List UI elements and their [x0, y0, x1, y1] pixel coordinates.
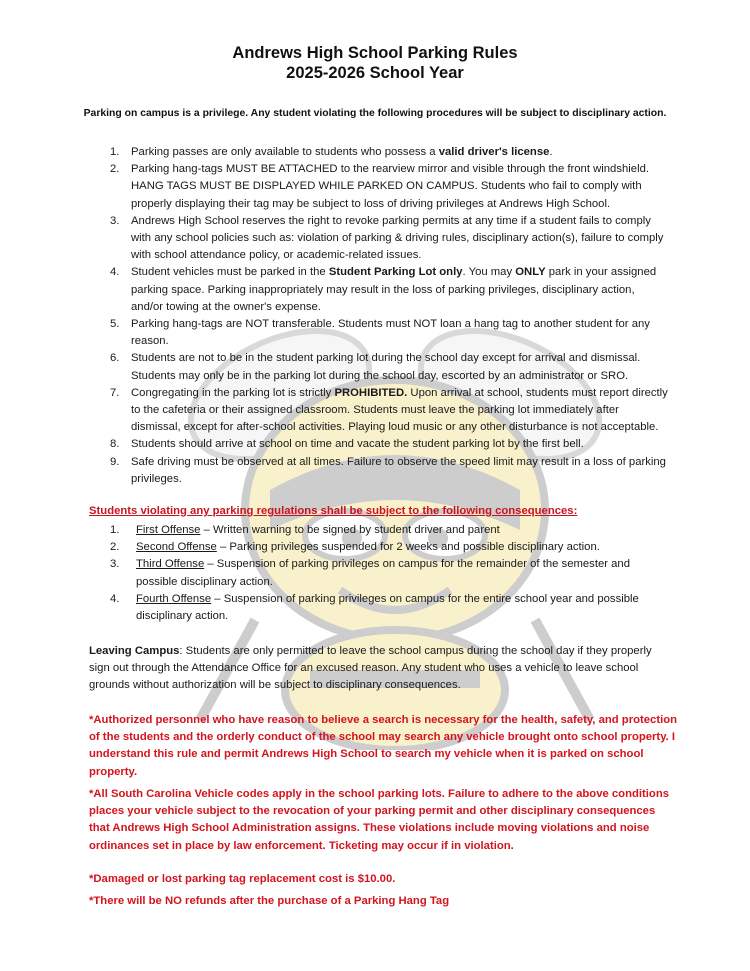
consequence-number: 4. [110, 592, 120, 605]
rule-number: 4. [110, 266, 120, 279]
consequence-item [89, 522, 669, 539]
rule-number: 8. [110, 438, 120, 451]
rule-text: Andrews High School reserves the right to revoke parking permits at any time if a student fails to comply with any school policies such as: violation of parking & driving rules, disciplinary action(s), failure to comply with school attendance policy, or academic-related issues. [131, 214, 664, 262]
rule-text: Upon arrival at school, students must report directly to the cafeteria or their assigned classroom. Students must leave the parking lot immediately after dismissal, except for after-school activities. Playing loud music or any other disturbance is not acceptable. [131, 386, 668, 434]
rule-number: 9. [110, 455, 120, 468]
rule-number: 1. [110, 146, 120, 158]
rule-text: Congregating in the parking lot is strictly [131, 386, 335, 399]
consequence-text: – Suspension of parking privileges on campus for the remainder of the semester and possible disciplinary action. [136, 558, 630, 588]
rule-item [89, 385, 669, 437]
rule-text: Students should arrive at school on time and vacate the student parking lot by the first bell. [131, 438, 584, 451]
rule-item [89, 350, 669, 384]
consequence-number: 2. [110, 541, 120, 554]
rule-item [89, 161, 669, 213]
rule-text: park in your assigned parking space. Parking inappropriately may result in the loss of parking privileges, disciplinary action, and/or towing at the owner's expense. [131, 266, 657, 313]
leaving-campus-paragraph [89, 643, 674, 695]
rule-text: Student vehicles must be parked in the [131, 266, 329, 279]
rule-number: 5. [110, 318, 120, 331]
leaving-campus-label: Leaving Campus [89, 645, 180, 657]
rule-item [89, 316, 669, 350]
rule-item [89, 264, 669, 316]
consequence-text: – Written warning to be signed by student driver and parent [200, 524, 500, 536]
consequences-heading: Students violating any parking regulations shall be subject to the following consequences: [89, 505, 578, 517]
offense-label: First Offense [136, 524, 201, 536]
rules-list [89, 144, 669, 488]
no-refunds-notice: *There will be NO refunds after the purchase of a Parking Hang Tag [89, 895, 450, 907]
rule-emphasis: ONLY [515, 266, 546, 279]
intro-statement: Parking on campus is a privilege. Any student violating the following procedures will be subject to disciplinary action. [83, 108, 667, 119]
rule-number: 2. [110, 163, 120, 176]
offense-label: Fourth Offense [136, 592, 212, 605]
rule-text: Parking passes are only available to students who possess a [131, 146, 439, 158]
consequence-text: – Parking privileges suspended for 2 weeks and possible disciplinary action. [216, 541, 600, 554]
vehicle-codes-notice: *All South Carolina Vehicle codes apply in the school parking lots. Failure to adhere to the above conditions places your vehicle subject to the revocation of your parking permit and other disciplinary consequences that Andrews High School Administration assigns. These violations include moving violations and noise ordinances set in place by law enforcement. Ticketing may occur if in violation. [89, 788, 670, 852]
rule-item [89, 436, 669, 453]
leaving-campus-text: : Students are only permitted to leave the school campus during the school day if they properly sign out through the Attendance Office for an excused reason. Any student who uses a vehicle to leave school grounds without authorization will be subject to disciplinary consequences. [89, 645, 652, 692]
consequence-number: 3. [110, 558, 120, 571]
rule-text: Parking hang-tags are NOT transferable. Students must NOT loan a hang tag to another student for any reason. [131, 318, 650, 348]
rule-text: . You may [462, 266, 516, 279]
consequence-number: 1. [110, 524, 120, 536]
rule-number: 3. [110, 214, 120, 227]
rule-item [89, 213, 669, 265]
replacement-cost-notice: *Damaged or lost parking tag replacement cost is $10.00. [89, 873, 396, 885]
consequences-list [89, 522, 669, 625]
school-year-subtitle: 2025-2026 School Year [286, 64, 464, 82]
offense-label: Third Offense [136, 558, 205, 571]
search-notice: *Authorized personnel who have reason to believe a search is necessary for the health, safety, and protection of the students and the orderly conduct of the school may search any vehicle brought onto school property. I understand this rule and permit Andrews High School to search my vehicle when it is parked on school property. [89, 714, 678, 778]
rule-text: Students are not to be in the student parking lot during the school day except for arrival and dismissal. Students may only be in the parking lot during the school day, escorted by an administrator or SRO. [131, 352, 641, 382]
rule-item [89, 144, 669, 161]
rule-emphasis: PROHIBITED. [334, 386, 408, 399]
rule-text: . [549, 146, 553, 158]
consequence-item [89, 556, 669, 590]
consequence-text: – Suspension of parking privileges on campus for the entire school year and possible disciplinary action. [136, 592, 639, 623]
consequence-item [89, 591, 669, 625]
rule-number: 6. [110, 352, 120, 365]
rule-item [89, 454, 669, 488]
rule-emphasis: valid driver's license [438, 146, 550, 158]
offense-label: Second Offense [136, 541, 217, 554]
rule-text: Parking hang-tags MUST BE ATTACHED to the rearview mirror and visible through the front windshield. HANG TAGS MUST BE DISPLAYED WHILE PARKED ON CAMPUS. Students who fail to comply with properly displaying their tag may be subject to loss of driving privileges at Andrews High School. [131, 163, 649, 210]
page-title: Andrews High School Parking Rules [232, 44, 518, 62]
rule-text: Safe driving must be observed at all times. Failure to observe the speed limit may result in a loss of parking privileges. [131, 455, 666, 485]
rule-number: 7. [110, 386, 120, 399]
consequence-item [89, 539, 669, 556]
rule-emphasis: Student Parking Lot only [328, 266, 463, 279]
